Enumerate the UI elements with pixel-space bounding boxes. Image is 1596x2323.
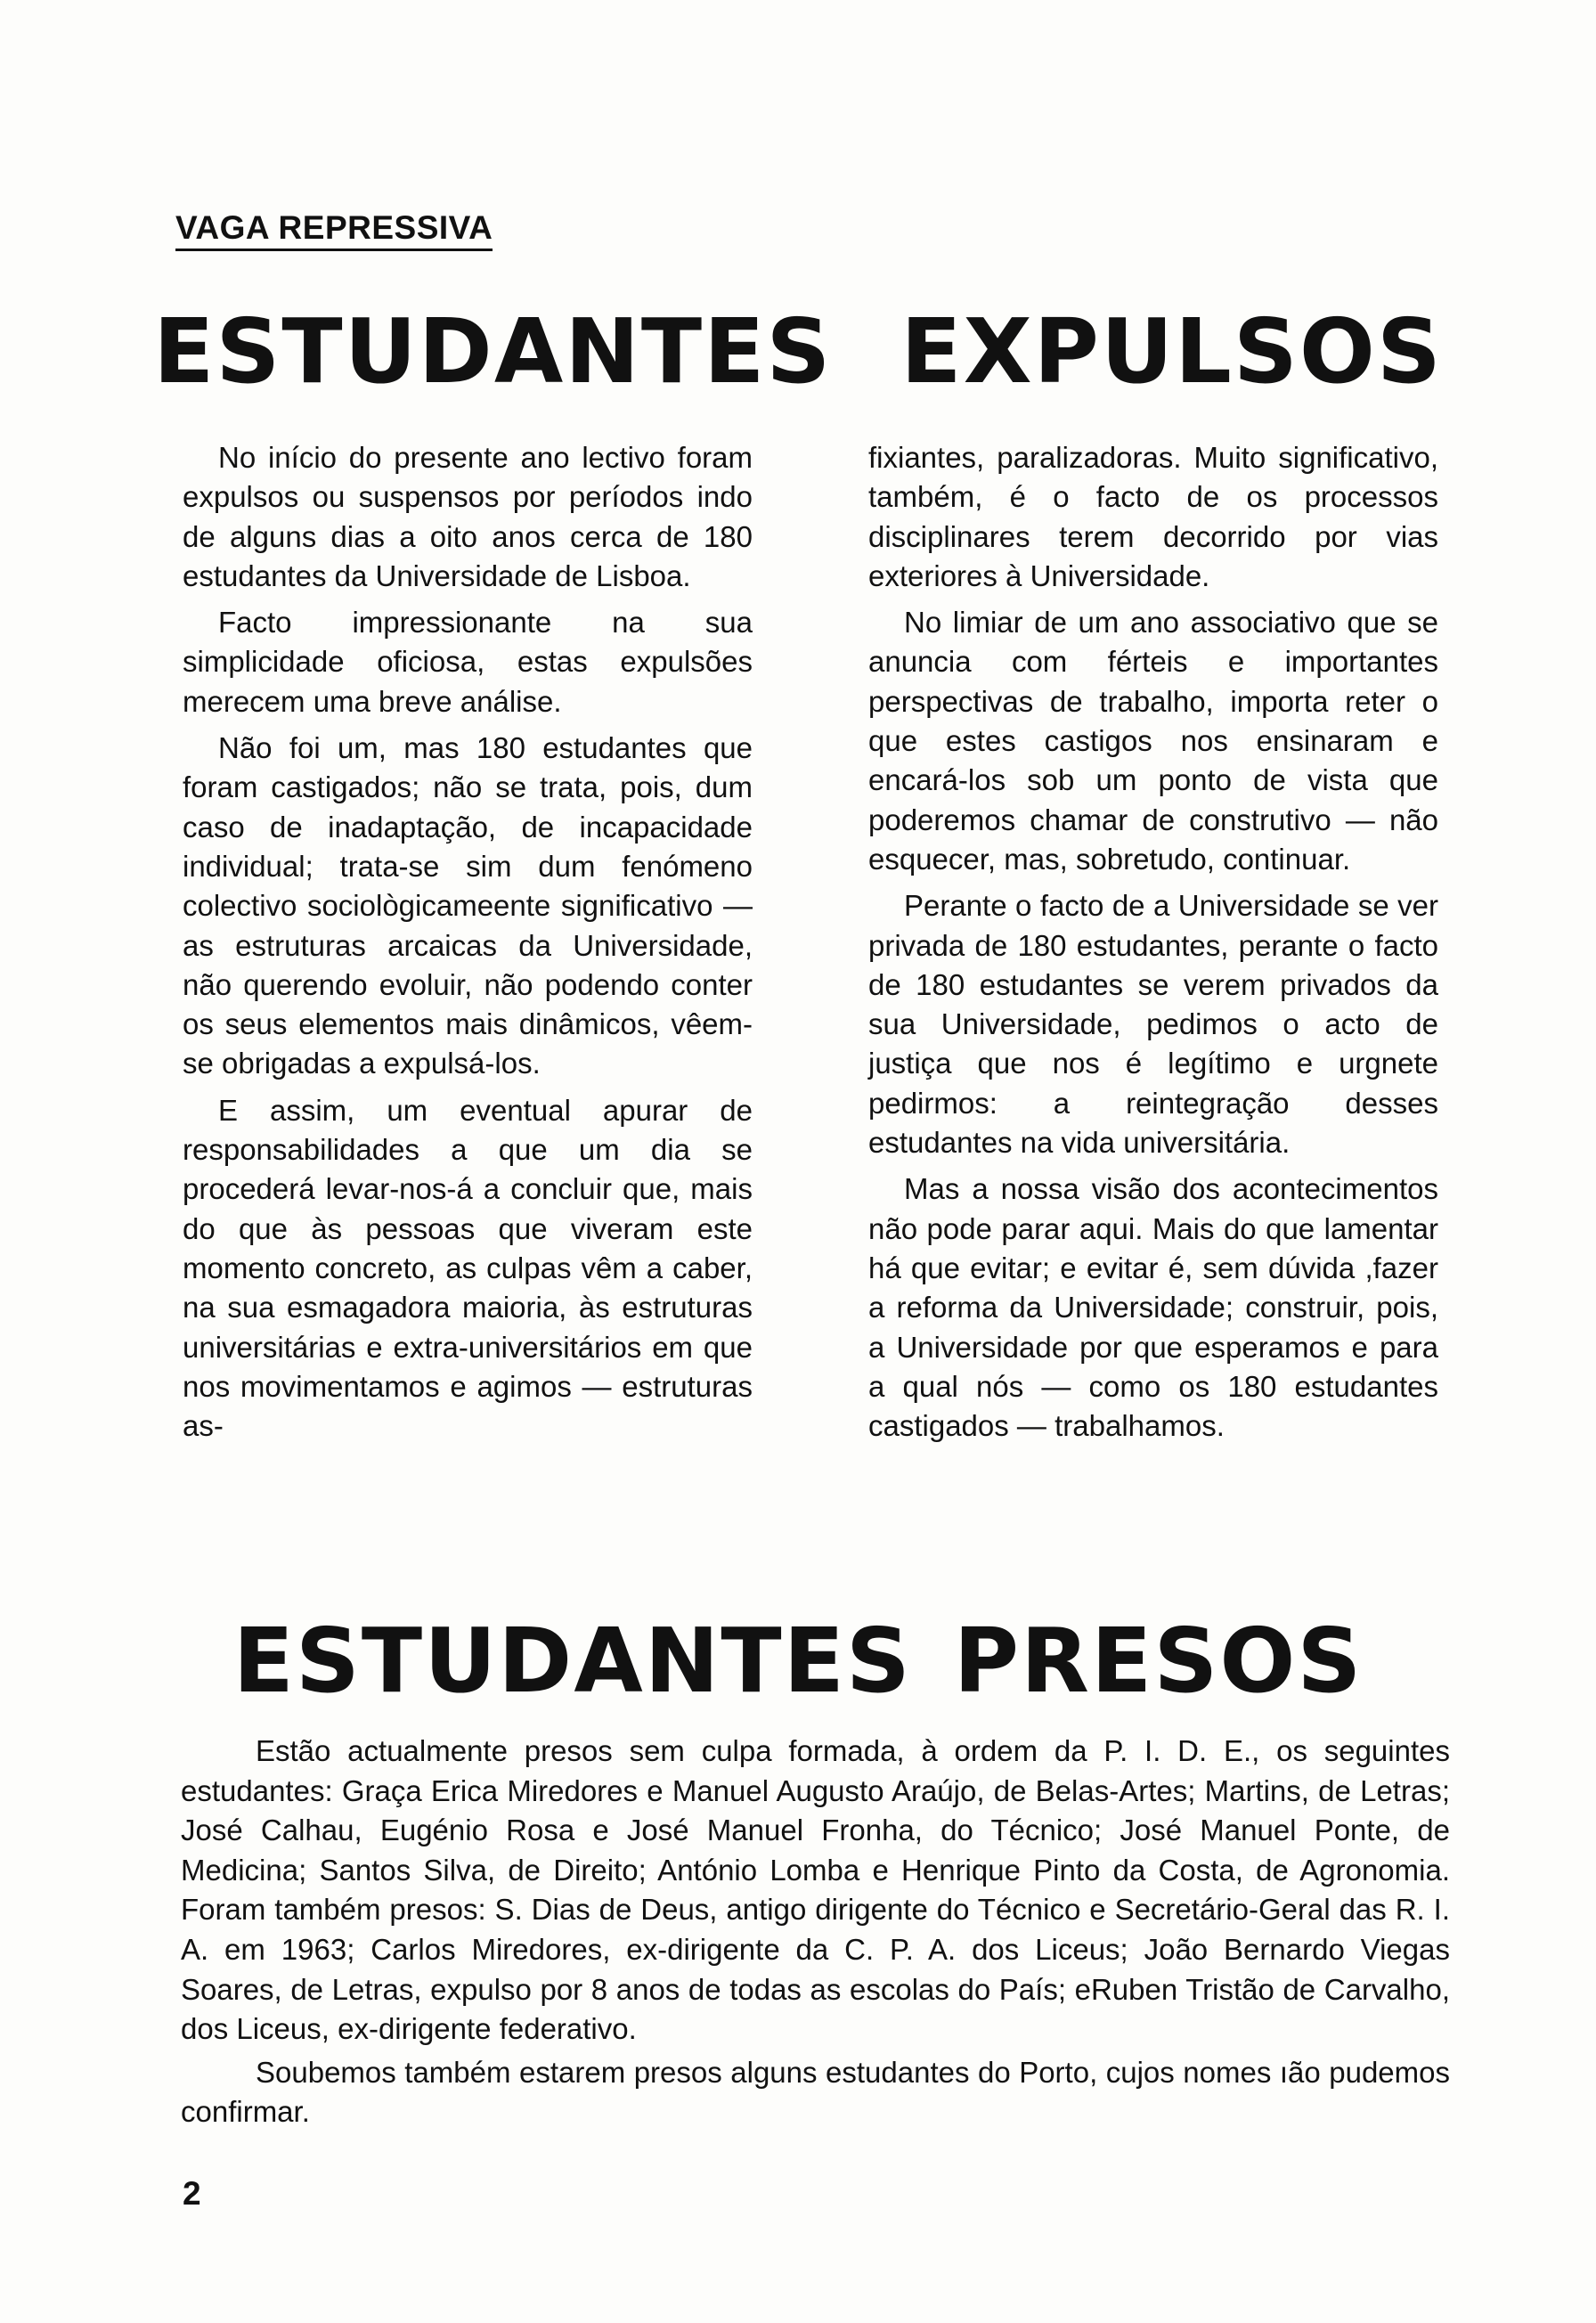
paragraph: Soubemos também estarem presos alguns estudantes do Porto, cujos nomes ıão pudemos confirmar. [181, 2055, 1450, 2129]
paragraph: Não foi um, mas 180 estudantes que foram castigados; não se trata, pois, dum caso de inadaptação, de incapacidade individual; trata-se sim dum fenómeno colectivo sociològicameente significativo — as estruturas arcaicas da Universidade, não querendo evoluir, não podendo conter os seus elementos mais dinâmicos, vêem-se obrigadas a expulsá-los. [183, 731, 753, 1080]
paragraph: Mas a nossa visão dos acontecimentos não pode parar aqui. Mais do que lamentar há que evitar; e evitar é, sem dúvida ,fazer a reforma da Universidade; construir, pois, a Universidade por que esperamos e para a qual nós — como os 180 estudantes castigados — trabalhamos. [868, 1172, 1438, 1443]
paragraph: Estão actualmente presos sem culpa formada, à ordem da P. I. D. E., os seguintes estudantes: Graça Erica Miredores e Manuel Augusto Araújo, de Belas-Artes; Martins, de Letras; José Calhau, Eugénio Rosa e José Manuel Fronha, do Técnico; José Manuel Ponte, de Medicina; Santos Silva, de Direito; António Lomba e Henrique Pinto da Costa, de Agronomia. Foram também presos: S. Dias de Deus, antigo dirigente do Técnico e Secretário-Geral das R. I. A. em 1963; Carlos Miredores, ex-dirigente da C. P. A. dos Liceus; João Bernardo Viegas Soares, de Letras, expulso por 8 anos de todas as escolas do País; eRuben Tristão de Carvalho, dos Liceus, ex-dirigente federativo. [181, 1734, 1450, 2046]
article-left-column [183, 438, 753, 1453]
paragraph: Facto impressionante na sua simplicidade oficiosa, estas expulsões merecem uma breve análise. [183, 606, 753, 718]
article-title-presos: ESTUDANTES PRESOS [232, 1609, 1364, 1713]
paragraph-continuation: fixiantes, paralizadoras. Muito significativo, também, é o facto de os processos disciplinares terem decorrido por vias exteriores à Universidade. [868, 441, 1438, 592]
article-presos-body [181, 1732, 1450, 2136]
article-title-expulsos: ESTUDANTES EXPULSOS [153, 299, 1443, 403]
paragraph: E assim, um eventual apurar de responsabilidades a que um dia se procederá levar-nos-á a concluir que, mais do que às pessoas que viveram este momento concreto, as culpas vêm a caber, na sua esmagadora maioria, às estruturas universitárias e extra-universitários em que nos movimentamos e agimos — estruturas as- [183, 1093, 753, 1443]
paragraph: Perante o facto de a Universidade se ver privada de 180 estudantes, perante o facto de 180 estudantes se verem privados da sua Universidade, pedimos o acto de justiça que nos é legítimo e urgnete pedirmos: a reintegração desses estudantes na vida universitária. [868, 889, 1438, 1160]
page-number: 2 [183, 2175, 201, 2212]
section-kicker: VAGA REPRESSIVA [175, 210, 493, 251]
paragraph: No limiar de um ano associativo que se anuncia com férteis e importantes perspectivas de trabalho, importa reter o que estes castigos nos ensinaram e encará-los sob um ponto de vista que poderemos chamar de construtivo — não esquecer, mas, sobretudo, continuar. [868, 606, 1438, 876]
article-right-column [868, 438, 1438, 1453]
paragraph: No início do presente ano lectivo foram expulsos ou suspensos por períodos indo de alguns dias a oito anos cerca de 180 estudantes da Universidade de Lisboa. [183, 441, 753, 592]
